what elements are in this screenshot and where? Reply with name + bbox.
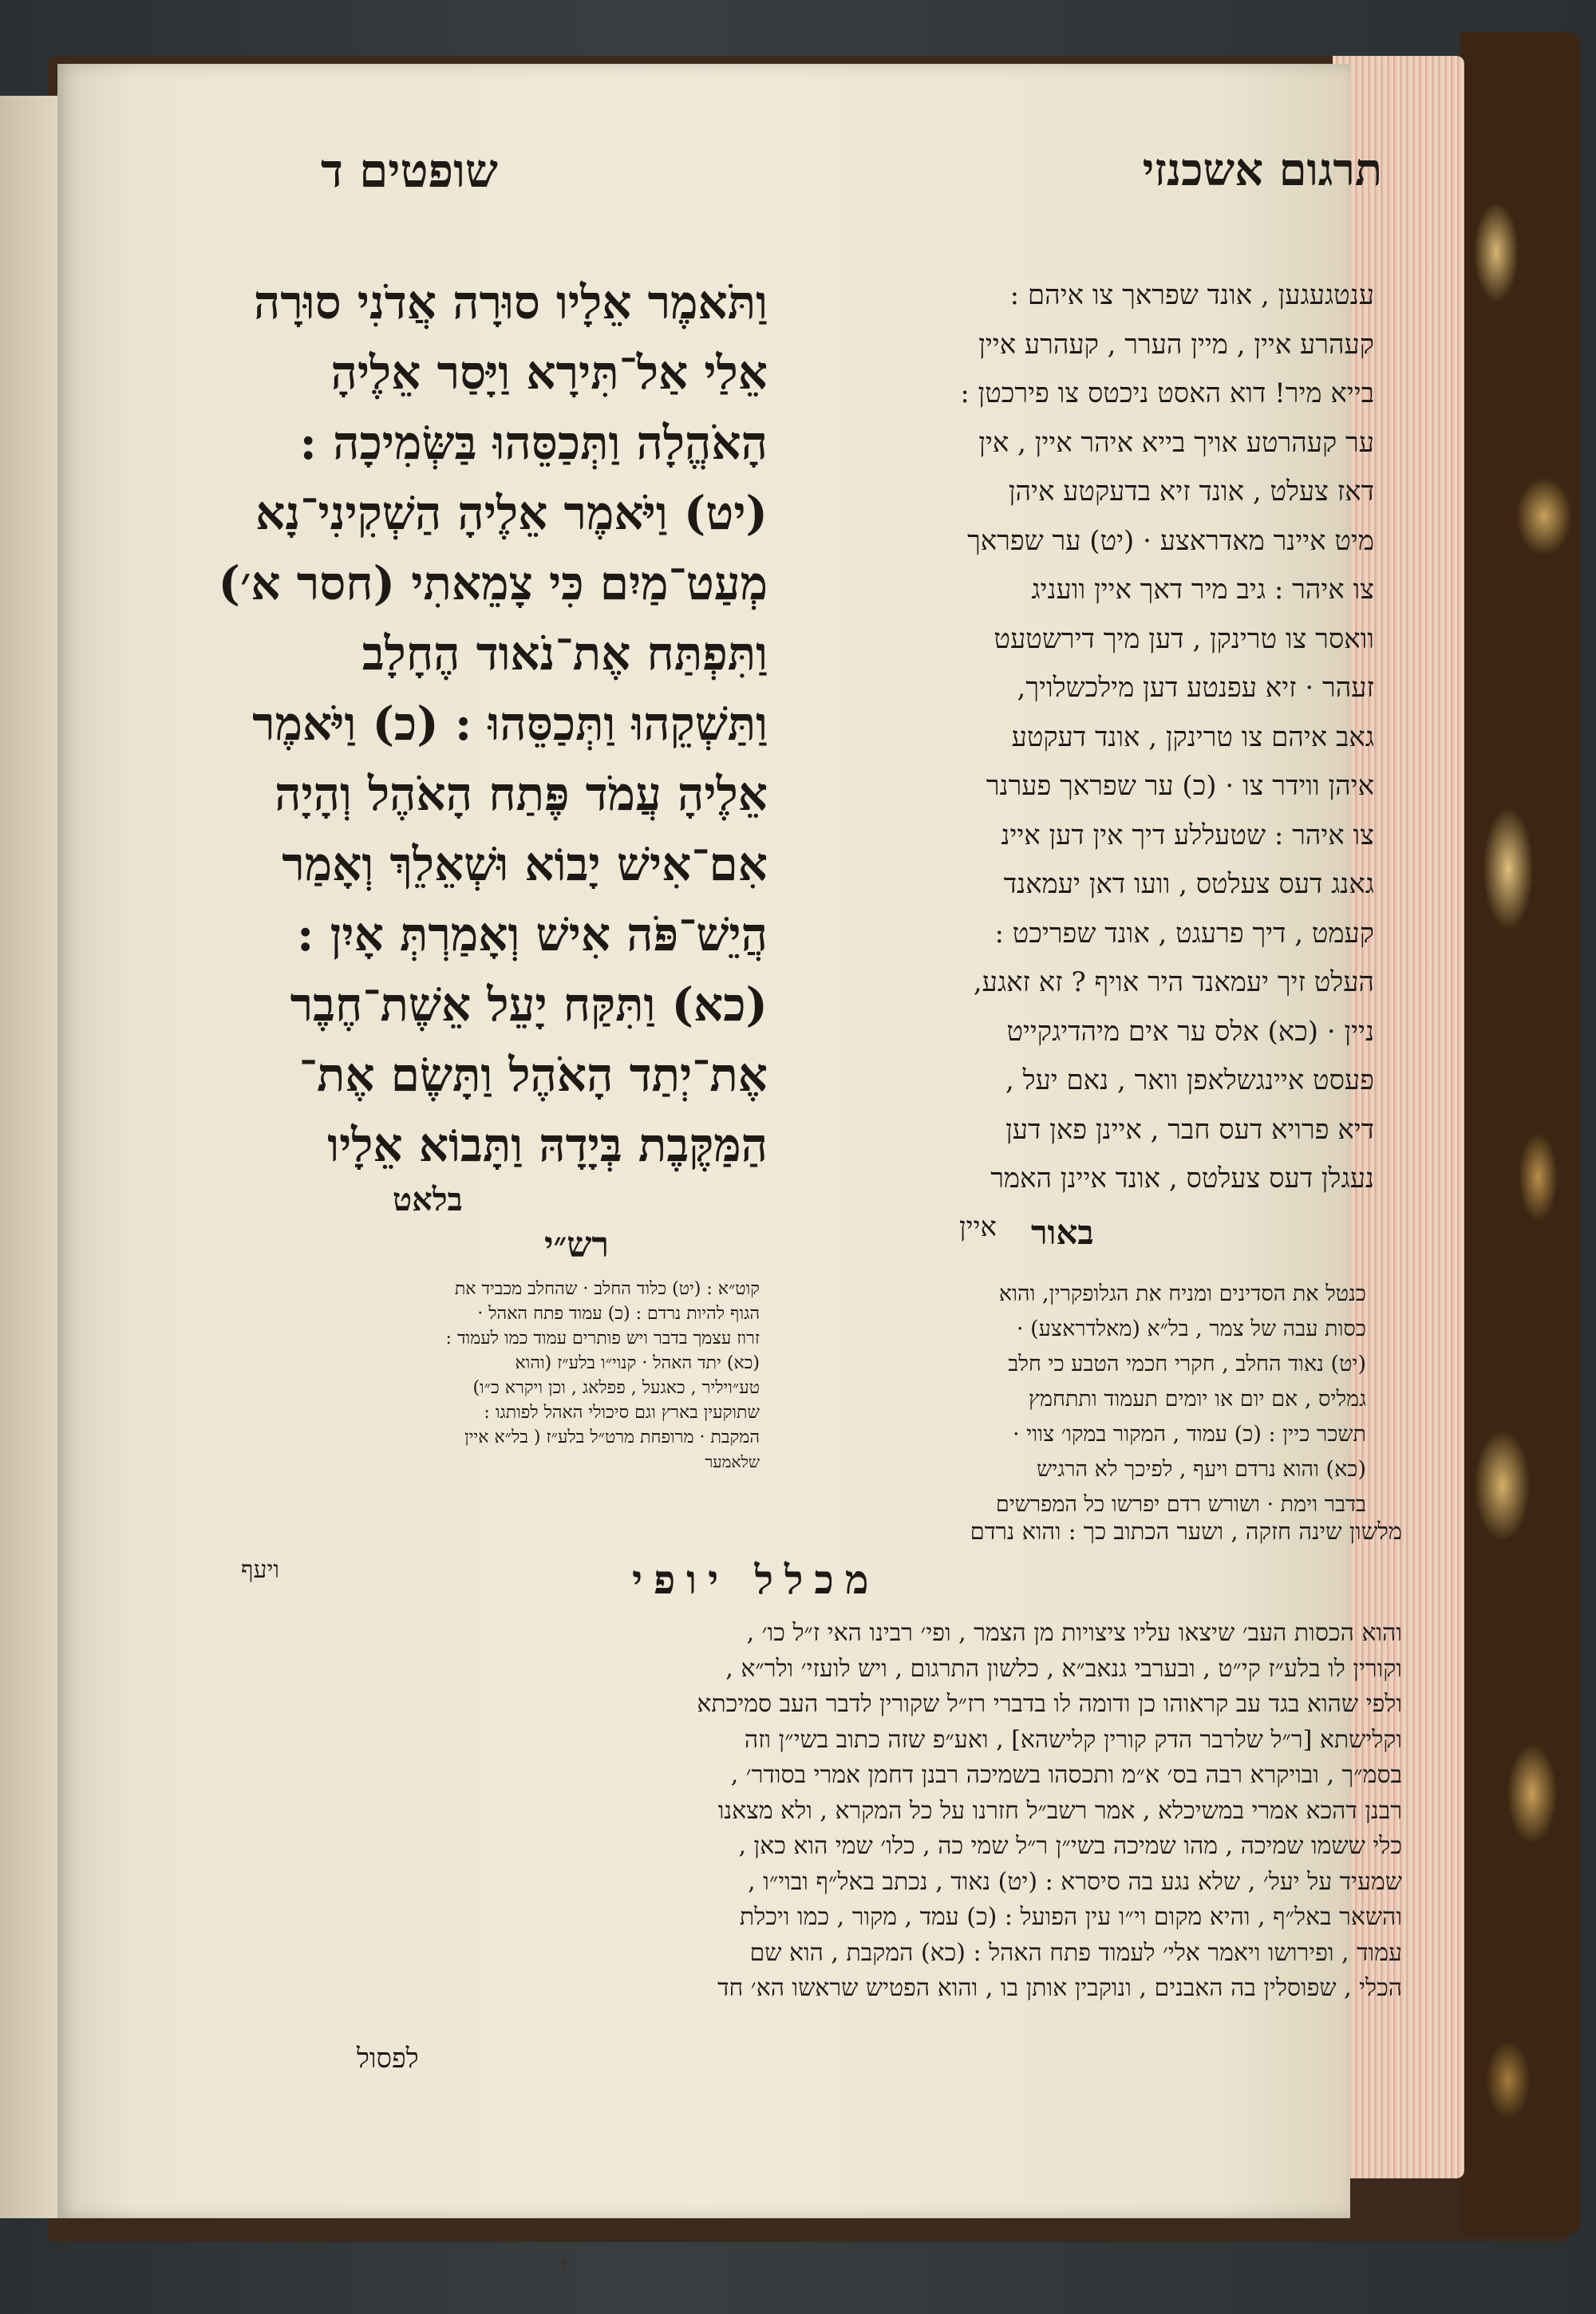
mikhlal-yofi-column <box>189 1616 1402 2007</box>
catchword-biur: ויעף <box>241 1556 280 1584</box>
targum-line: קעמט , דיך פרעגט , אונד שפריכט : <box>994 917 1374 950</box>
hebrew-line: וַתֹּאמֶר אֵלָיו סוּרָה אֲדֹנִי סוּרָה <box>253 275 768 330</box>
hebrew-line: אֵלֶיהָ עֲמֹד פֶּתַח הָאֹהֶל וְהָיָה <box>275 767 768 821</box>
mikhlal-line: עמוד , ופירושו ויאמר אלי׳ לעמוד פתח האהל : (כא) המקבת , הוא שם <box>749 1938 1402 1967</box>
targum-line: צו איהר : שטעללע דיך אין דען איינ <box>1001 819 1374 851</box>
hebrew-line: הָאֹהֱלָה וַתְּכַסֵּהוּ בַּשְּׂמִיכָה : <box>299 416 768 470</box>
hebrew-text-column <box>209 267 768 1180</box>
biur-line: גמליס , אם יום או יומים תעמוד ותתחמץ <box>1028 1387 1366 1412</box>
rashi-line: קוט״א : (יט) כלוד החלב · שהחלב מכביד את <box>454 1279 760 1299</box>
rashi-column <box>217 1277 760 1475</box>
mikhlal-line: שמעיד על יעל׳ , שלא נגע בה סיסרא : (יט) נאוד , נכתב באל״ף ובוי״ו , <box>748 1867 1402 1896</box>
hebrew-line: (כא) וַתִּקַּח יָעֵל אֵשֶׁת־חֶבֶר <box>290 977 768 1032</box>
targum-line: ער קעהרטע אויך בייא איהר איין , אין <box>978 426 1374 459</box>
biur-line: (יט) נאוד החלב , חקרי חכמי הטבע כי חלב <box>1008 1352 1366 1376</box>
targum-line: גאב איהם צו טרינקן , אונד דעקטע <box>1011 721 1374 753</box>
hebrew-line: הַמַּקֶּבֶת בְּיָדָהּ וַתָּבוֹא אֵלָיו <box>327 1118 768 1172</box>
biur-continuation-line: מלשון שינה חזקה , ושער הכתוב כך : והוא נרדם <box>970 1518 1402 1545</box>
targum-line: קעהרע איין , מיין הערר , קעהרע איין <box>978 328 1374 361</box>
targum-line: בייא מיר! דוא האסט ניכטס צו פירכטן : <box>960 377 1374 409</box>
catchword-final: לפסול <box>357 2043 419 2075</box>
hebrew-line: (יט) וַיֹּאמֶר אֵלֶיהָ הַשְׁקִינִי־נָא <box>255 486 768 540</box>
hebrew-line: מְעַט־מַיִם כִּי צָמֵאתִי (חסר א׳) <box>218 556 768 610</box>
mikhlal-line: בסמ״ך , ובויקרא רבה בס׳ א״מ ותכסהו בשמיכה רבנן דחמן אמרי בסודר׳ , <box>730 1761 1402 1789</box>
targum-line: ענטגעגען , אונד שפראך צו איהם : <box>1009 279 1374 311</box>
running-head-left: שופטים ד <box>321 144 498 198</box>
targum-line: צו איהר : גיב מיר דאך איין וועניג <box>1031 574 1374 606</box>
rashi-line: הגוף להיות נרדם : (כ) עמוד פתח האהל · <box>477 1304 760 1324</box>
rashi-line: המקבת · מרופחת מרט״ל בלע״ז ( בל״א איין <box>464 1427 760 1447</box>
catchword-hebrew: בלאט <box>393 1181 463 1218</box>
rashi-line: שלאמער <box>705 1452 760 1471</box>
targum-column <box>768 271 1374 1204</box>
biur-line: תשכר כיין : (כ) עמוד , המקור במקו׳ צווי · <box>1012 1422 1366 1447</box>
rashi-line: (כא) יתד האהל · קנוי״ו בלע״ז (והוא <box>515 1353 760 1373</box>
biur-line: (כא) והוא נרדם ויעף , לפיכך לא הרגיש <box>1037 1457 1366 1482</box>
rashi-title: רש״י <box>544 1225 610 1266</box>
biur-column <box>776 1277 1366 1522</box>
rashi-line: טע״ויליר , כאגעל , פפלאג , וכן ויקרא כ״ו) <box>472 1378 760 1398</box>
targum-line: פעסט איינגשלאפן וואר , נאם יעל , <box>1005 1064 1374 1096</box>
targum-line: גאנג דעס צעלטס , וועו דאן יעמאנד <box>1003 868 1374 900</box>
hebrew-line: אִם־אִישׁ יָבוֹא וּשְׁאֵלֵךְ וְאָמַר <box>282 837 768 891</box>
catchword-targum: איין <box>959 1211 997 1243</box>
targum-line: נעגלן דעס צעלטס , אונד איינן האמר <box>990 1163 1374 1195</box>
ink-mark-icon <box>552 2250 576 2274</box>
mikhlal-line: וקלישתא [ר״ל שלרבר הדק קורין קלישהא] , ואע״פ שזה כתוב בשי״ן וזה <box>744 1725 1402 1754</box>
running-head-right: תרגום אשכנזי <box>1142 144 1382 196</box>
biur-line: בדבר וימת · ושורש רדם יפרשו כל המפרשים <box>995 1492 1366 1517</box>
biur-line: כסות עבה של צמר , בל״א (מאלדראצע) · <box>1016 1317 1366 1341</box>
mikhlal-line: כלי ששמו שמיכה , מהו שמיכה בשי״ן ר״ל שמי כה , כלו׳ שמי הוא כאן , <box>738 1832 1402 1860</box>
targum-line: דיא פרויא דעס חבר , איינן פאן דען <box>1005 1113 1374 1146</box>
book-page <box>57 64 1402 2218</box>
targum-line: איהן ווידר צו · (כ) ער שפראך פערנר <box>986 770 1374 802</box>
rashi-line: זרוז עצמך בדבר ויש פותרים עמוד כמו לעמוד : <box>445 1329 760 1349</box>
mikhlal-line: הכלי , שפוסלין בה האבנים , ונוקבין אותן בו , והוא הפטיש שראשו הא׳ חד <box>717 1974 1402 2002</box>
mikhlal-line: ולפי שהוא בגד עב קראוהו כן ודומה לו בדברי רז״ל שקורין לדבר העב סמיכתא <box>697 1690 1402 1718</box>
hebrew-line: אֵלַי אַל־תִּירָא וַיָּסַר אֵלֶיהָ <box>330 346 768 400</box>
targum-line: וואסר צו טרינקן , דען מיך דירשטעט <box>994 622 1374 655</box>
hebrew-line: הֲיֵשׁ־פֹּה אִישׁ וְאָמַרְתְּ אָיִן : <box>297 907 768 962</box>
biur-title: באור <box>1031 1213 1094 1252</box>
targum-line: מיט איינר מאדראצע · (יט) ער שפראך <box>967 524 1374 557</box>
targum-line: העלט זיך יעמאנד היר אויף ? זא זאגע, <box>973 966 1374 998</box>
hebrew-line: וַתִּפְתַּח אֶת־נֹאוד הֶחָלָב <box>361 626 768 681</box>
mikhlal-yofi-title: מכלל יופי <box>632 1556 880 1603</box>
mikhlal-line: והשאר באל״ף , והיא מקום וי״ו עין הפועל : (כ) עמד , מקור , כמו ויכלת <box>739 1903 1402 1931</box>
mikhlal-line: וקורין לו בלע״ז קי״ט , ובערבי גנאב״א , כלשון התרגום , ויש לועזי׳ ולר״א , <box>725 1654 1402 1683</box>
targum-line: זעהר · זיא עפנטע דען מילכשלויך, <box>1017 672 1374 704</box>
biur-line: כנטל את הסדינים ומניח את הגלופקרין, והוא <box>998 1281 1366 1306</box>
rashi-line: שתוקעין בארץ וגם סיכולי האהל לפותגו : <box>484 1403 760 1423</box>
marbled-cover-edge <box>1460 32 1580 2234</box>
hebrew-line: אֶת־יְתַד הָאֹהֶל וַתָּשֶׂם אֶת־ <box>298 1048 768 1102</box>
hebrew-line: וַתַּשְׁקֵהוּ וַתְּכַסֵּהוּ : (כ) וַיֹּאמֶר <box>252 697 768 751</box>
targum-line: ניין · (כא) אלס ער אים מיהדיגקייט <box>1006 1015 1374 1048</box>
mikhlal-line: רבנן דהכא אמרי במשיכלא , אמר רשב״ל חזרנו על כל המקרא , ולא מצאנו <box>717 1796 1402 1825</box>
running-head <box>193 144 1382 215</box>
mikhlal-line: והוא הכסות העב׳ שיצאו עליו ציצויות מן הצמר , ופי׳ רבינו האי ז״ל כו׳ , <box>746 1619 1402 1647</box>
targum-line: דאז צעלט , אונד זיא בדעקטע איהן <box>1008 476 1374 507</box>
